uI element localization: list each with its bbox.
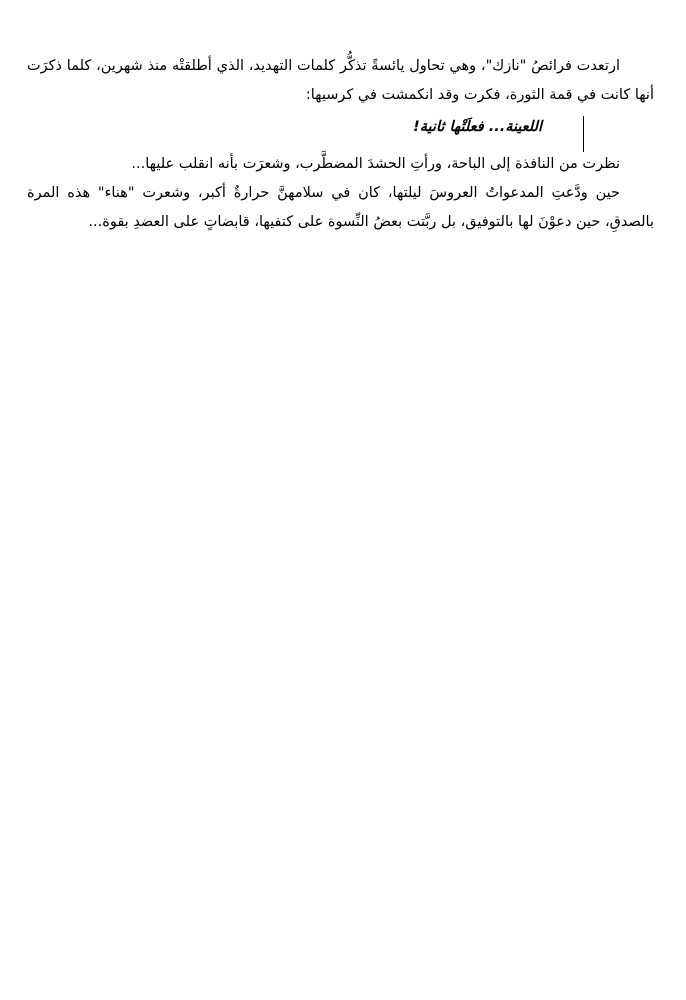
quote-text: اللعينة... فعلَتْها ثانية!: [413, 119, 542, 135]
quote-block: [27, 110, 654, 150]
paragraph-1: ارتعدت فرائصُ "نازك"، وهي تحاول يائسةً تذكُّر كلمات التهديد، الذي أطلقتْه منذ شهرين، كلما ذكرَت أنها كانت في قمة الثورة، فكرت وقد انكمشت في كرسيها:: [27, 58, 654, 103]
paragraph-3: حين ودَّعتِ المدعواتُ العروسَ ليلتها، كان في سلامهنَّ حرارةٌ أكبر، وشعرت "هناء" هذه المرة بالصدقِ، حين دعوْنَ لها بالتوفيق، بل ربَّتت بعضُ النِّسوة على كتفيها، قابضاتٍ على العضدِ بقوة...: [27, 185, 654, 230]
paragraph-2: نظرت من النافذة إلى الباحة، ورأتِ الحشدَ المضطَّرب، وشعرَت بأنه انقلب عليها...: [131, 156, 620, 172]
quote-bar: [583, 116, 584, 152]
document-body: [27, 52, 654, 237]
